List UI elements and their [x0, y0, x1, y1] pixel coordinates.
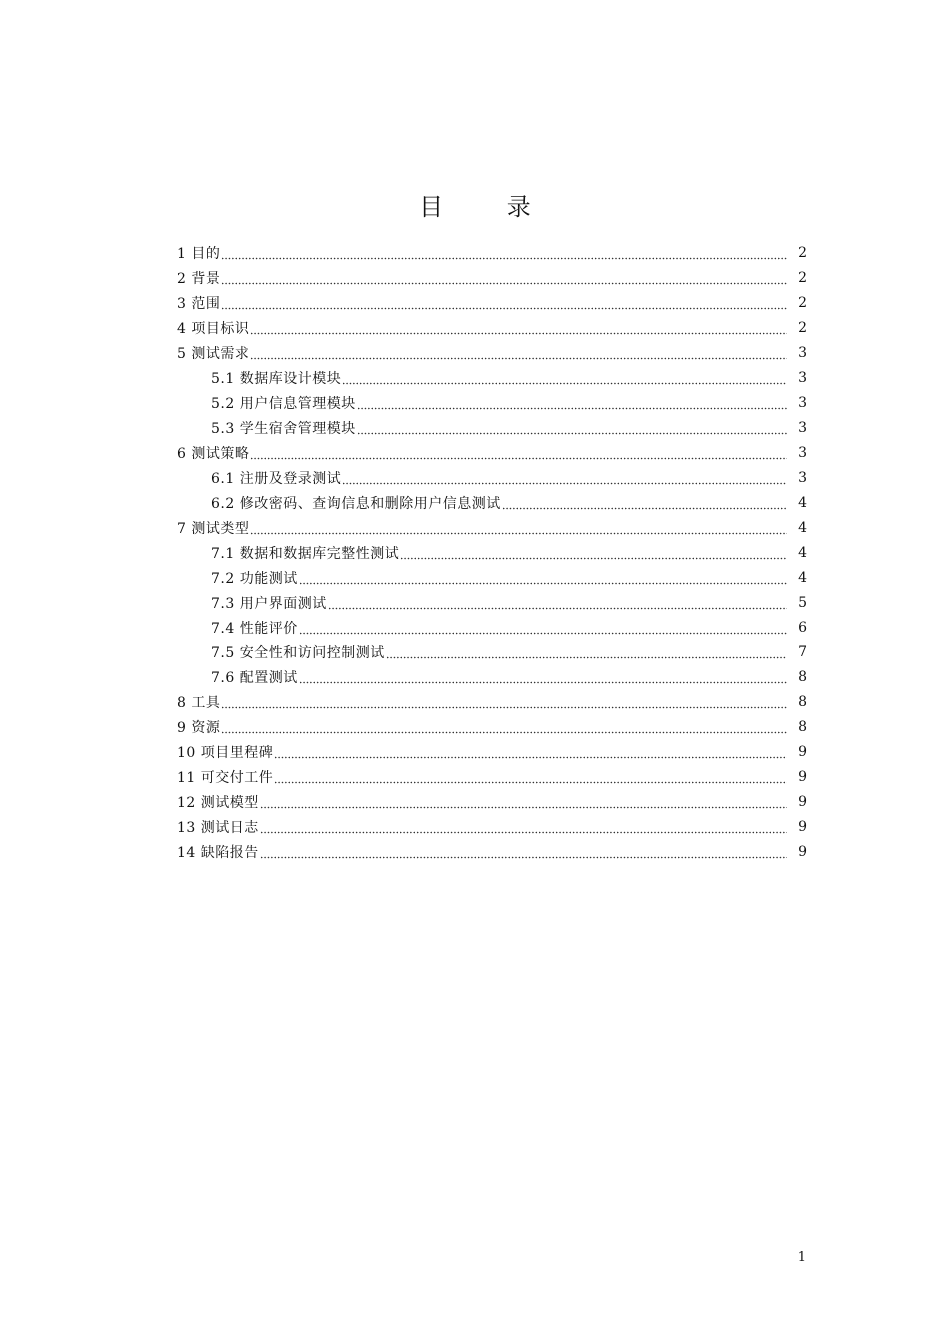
- toc-entry[interactable]: [177, 840, 807, 865]
- toc-entry[interactable]: [177, 790, 807, 815]
- toc-entry-label: 7.3 用户界面测试: [211, 595, 327, 612]
- toc-dot-leader: [342, 371, 787, 385]
- toc-entry-label: 10 项目里程碑: [177, 745, 274, 762]
- toc-entry-label: 7.4 性能评价: [211, 620, 298, 637]
- toc-entry-page-number: 2: [798, 295, 807, 312]
- toc-dot-leader: [260, 820, 787, 834]
- toc-entry-page-number: 3: [798, 469, 807, 486]
- toc-entry-label: 4 项目标识: [177, 321, 250, 338]
- toc-dot-leader: [274, 745, 787, 759]
- toc-entry[interactable]: [177, 590, 807, 615]
- toc-dot-leader: [328, 596, 787, 610]
- toc-entry-page-number: 8: [798, 694, 807, 711]
- toc-entry[interactable]: [177, 391, 807, 416]
- toc-dot-leader: [221, 271, 787, 285]
- toc-dot-leader: [357, 396, 787, 410]
- toc-entry[interactable]: [177, 640, 807, 665]
- toc-entry-label: 2 背景: [177, 271, 221, 288]
- toc-entry[interactable]: [177, 715, 807, 740]
- toc-entry[interactable]: [177, 690, 807, 715]
- toc-dot-leader: [274, 770, 787, 784]
- toc-entry-page-number: 3: [798, 444, 807, 461]
- toc-entry-page-number: 4: [798, 494, 807, 511]
- toc-entry-label: 1 目的: [177, 246, 221, 263]
- toc-entry-page-number: 8: [798, 669, 807, 686]
- toc-entry-label: 5 测试需求: [177, 346, 250, 363]
- toc-entry-label: 14 缺陷报告: [177, 844, 259, 861]
- toc-entry-page-number: 2: [798, 270, 807, 287]
- toc-entry-label: 7.1 数据和数据库完整性测试: [211, 545, 400, 562]
- toc-entry[interactable]: [177, 565, 807, 590]
- toc-dot-leader: [260, 845, 787, 859]
- toc-dot-leader: [299, 621, 787, 635]
- toc-entry-page-number: 4: [798, 569, 807, 586]
- toc-entry[interactable]: [177, 665, 807, 690]
- toc-entry-page-number: 3: [798, 420, 807, 437]
- toc-entry-label: 13 测试日志: [177, 820, 259, 837]
- toc-dot-leader: [386, 645, 787, 659]
- toc-entry-page-number: 5: [798, 594, 807, 611]
- toc-title: 目 录: [419, 193, 559, 221]
- toc-entry-page-number: 3: [798, 370, 807, 387]
- toc-entry-label: 5.1 数据库设计模块: [211, 371, 342, 388]
- toc-entry-label: 5.3 学生宿舍管理模块: [211, 421, 356, 438]
- toc-entry-label: 7.6 配置测试: [211, 670, 298, 687]
- toc-entry[interactable]: [177, 815, 807, 840]
- toc-dot-leader: [221, 720, 787, 734]
- toc-entry-page-number: 2: [798, 320, 807, 337]
- toc-entry-page-number: 7: [798, 644, 807, 661]
- toc-entry-label: 7 测试类型: [177, 520, 250, 537]
- toc-entry-page-number: 2: [798, 245, 807, 262]
- toc-entry[interactable]: [177, 441, 807, 466]
- toc-entry-page-number: 4: [798, 544, 807, 561]
- toc-dot-leader: [400, 546, 787, 560]
- toc-dot-leader: [299, 571, 787, 585]
- toc-entry-page-number: 9: [798, 769, 807, 786]
- toc-entry[interactable]: [177, 291, 807, 316]
- toc-entry-label: 8 工具: [177, 695, 221, 712]
- toc-dot-leader: [250, 446, 787, 460]
- toc-dot-leader: [221, 695, 787, 709]
- toc-entry-label: 7.2 功能测试: [211, 570, 298, 587]
- toc-dot-leader: [250, 521, 787, 535]
- toc-entry-label: 7.5 安全性和访问控制测试: [211, 645, 385, 662]
- toc-entry-page-number: 6: [798, 619, 807, 636]
- toc-entry-label: 3 范围: [177, 296, 221, 313]
- toc-dot-leader: [221, 246, 787, 260]
- toc-entry-page-number: 8: [798, 719, 807, 736]
- toc-entry-page-number: 4: [798, 519, 807, 536]
- toc-entry-label: 9 资源: [177, 720, 221, 737]
- toc-entry-label: 11 可交付工件: [177, 770, 274, 787]
- toc-entry[interactable]: [177, 740, 807, 765]
- toc-entry-page-number: 9: [798, 744, 807, 761]
- toc-entry-page-number: 9: [798, 819, 807, 836]
- toc-dot-leader: [502, 496, 787, 510]
- toc-entry-label: 6.2 修改密码、查询信息和删除用户信息测试: [211, 495, 501, 512]
- toc-dot-leader: [260, 795, 787, 809]
- toc-entry-label: 12 测试模型: [177, 795, 259, 812]
- toc-entry-label: 6 测试策略: [177, 445, 250, 462]
- toc-entry[interactable]: [177, 540, 807, 565]
- toc-entry[interactable]: [177, 366, 807, 391]
- toc-entry[interactable]: [177, 241, 807, 266]
- toc-dot-leader: [250, 321, 787, 335]
- toc-entry[interactable]: [177, 416, 807, 441]
- toc-entry-label: 6.1 注册及登录测试: [211, 470, 342, 487]
- toc-entry[interactable]: [177, 490, 807, 515]
- toc-dot-leader: [250, 346, 787, 360]
- toc-entry[interactable]: [177, 341, 807, 366]
- toc-entry-page-number: 9: [798, 843, 807, 860]
- toc-entry[interactable]: [177, 615, 807, 640]
- toc-dot-leader: [342, 471, 787, 485]
- table-of-contents: [177, 241, 807, 864]
- toc-dot-leader: [299, 670, 787, 684]
- toc-entry-page-number: 9: [798, 794, 807, 811]
- toc-entry-page-number: 3: [798, 395, 807, 412]
- toc-entry[interactable]: [177, 765, 807, 790]
- toc-dot-leader: [357, 421, 787, 435]
- toc-entry[interactable]: [177, 266, 807, 291]
- toc-entry[interactable]: [177, 465, 807, 490]
- toc-entry-label: 5.2 用户信息管理模块: [211, 396, 356, 413]
- toc-entry[interactable]: [177, 515, 807, 540]
- toc-entry-page-number: 3: [798, 345, 807, 362]
- toc-dot-leader: [221, 296, 787, 310]
- toc-entry[interactable]: [177, 316, 807, 341]
- footer-page-number: 1: [797, 1250, 806, 1265]
